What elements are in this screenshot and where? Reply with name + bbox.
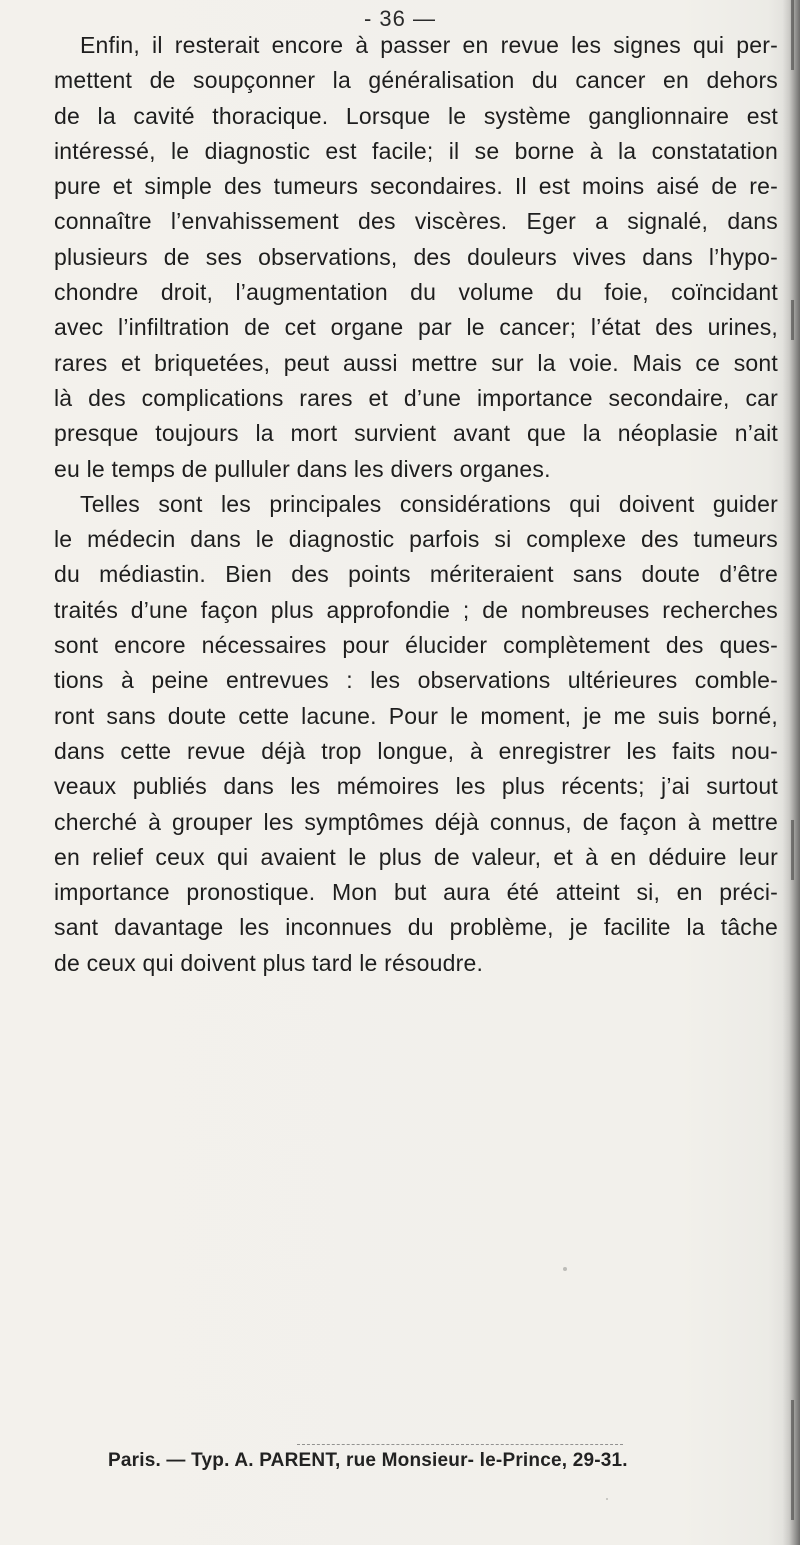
text-line: avec l’infiltration de cet organe par le cancer; l’état des urines, (54, 314, 778, 341)
paper-speck (563, 1267, 567, 1271)
text-line: le médecin dans le diagnostic parfois si complexe des tumeurs (54, 526, 778, 553)
text-line: sant davantage les inconnues du problème, je facilite la tâche (54, 914, 778, 941)
text-line: en relief ceux qui avaient le plus de valeur, et à en déduire leur (54, 843, 778, 870)
text-line: traités d’une façon plus approfondie ; de nombreuses recherches (54, 596, 778, 623)
text-line: là des complications rares et d’une importance secondaire, car (54, 384, 778, 411)
text-line: presque toujours la mort survient avant que la néoplasie n’ait (54, 420, 778, 447)
spine-mark (791, 300, 794, 340)
text-line: connaître l’envahissement des viscères. Eger a signalé, dans (54, 208, 778, 235)
text-line: tions à peine entrevues : les observations ultérieures comble- (54, 667, 778, 694)
text-line: du médiastin. Bien des points mériteraient sans doute d’être (54, 561, 778, 588)
text-line: chondre droit, l’augmentation du volume du foie, coïncidant (54, 279, 778, 306)
text-line: sont encore nécessaires pour élucider complètement des ques- (54, 632, 778, 659)
spine-mark (791, 820, 794, 880)
text-line: importance pronostique. Mon but aura été atteint si, en préci- (54, 879, 778, 906)
text-line: veaux publiés dans les mémoires les plus récents; j’ai surtout (54, 773, 778, 800)
text-line: Telles sont les principales considérations qui doivent guider (80, 490, 778, 517)
text-line: dans cette revue déjà trop longue, à enregistrer les faits nou- (54, 737, 778, 764)
page-number: - 36 — (363, 6, 437, 31)
text-line: plusieurs de ses observations, des douleurs vives dans l’hypo- (54, 243, 778, 270)
text-line: de la cavité thoracique. Lorsque le système ganglionnaire est (54, 102, 778, 129)
text-line: intéressé, le diagnostic est facile; il se borne à la constatation (54, 137, 778, 164)
text-line: cherché à grouper les symptômes déjà connus, de façon à mettre (54, 808, 778, 835)
text-line: rares et briquetées, peut aussi mettre sur la voie. Mais ce sont (54, 349, 778, 376)
text-line: mettent de soupçonner la généralisation du cancer en dehors (54, 67, 778, 94)
body-text (54, 28, 778, 981)
spine-mark (791, 1400, 794, 1520)
text-line: ront sans doute cette lacune. Pour le moment, je me suis borné, (54, 702, 778, 729)
text-line: de ceux qui doivent plus tard le résoudre. (54, 949, 484, 976)
text-line: eu le temps de pulluler dans les divers organes. (54, 455, 551, 482)
book-spine-shadow (782, 0, 800, 1545)
text-line: Enfin, il resterait encore à passer en revue les signes qui per- (80, 32, 778, 58)
text-line: pure et simple des tumeurs secondaires. Il est moins aisé de re- (54, 173, 778, 200)
paper-speck (606, 1498, 608, 1500)
printer-imprint: Paris. — Typ. A. PARENT, rue Monsieur- le-Prince, 29-31. (108, 1450, 628, 1471)
imprint-rule (297, 1444, 623, 1445)
